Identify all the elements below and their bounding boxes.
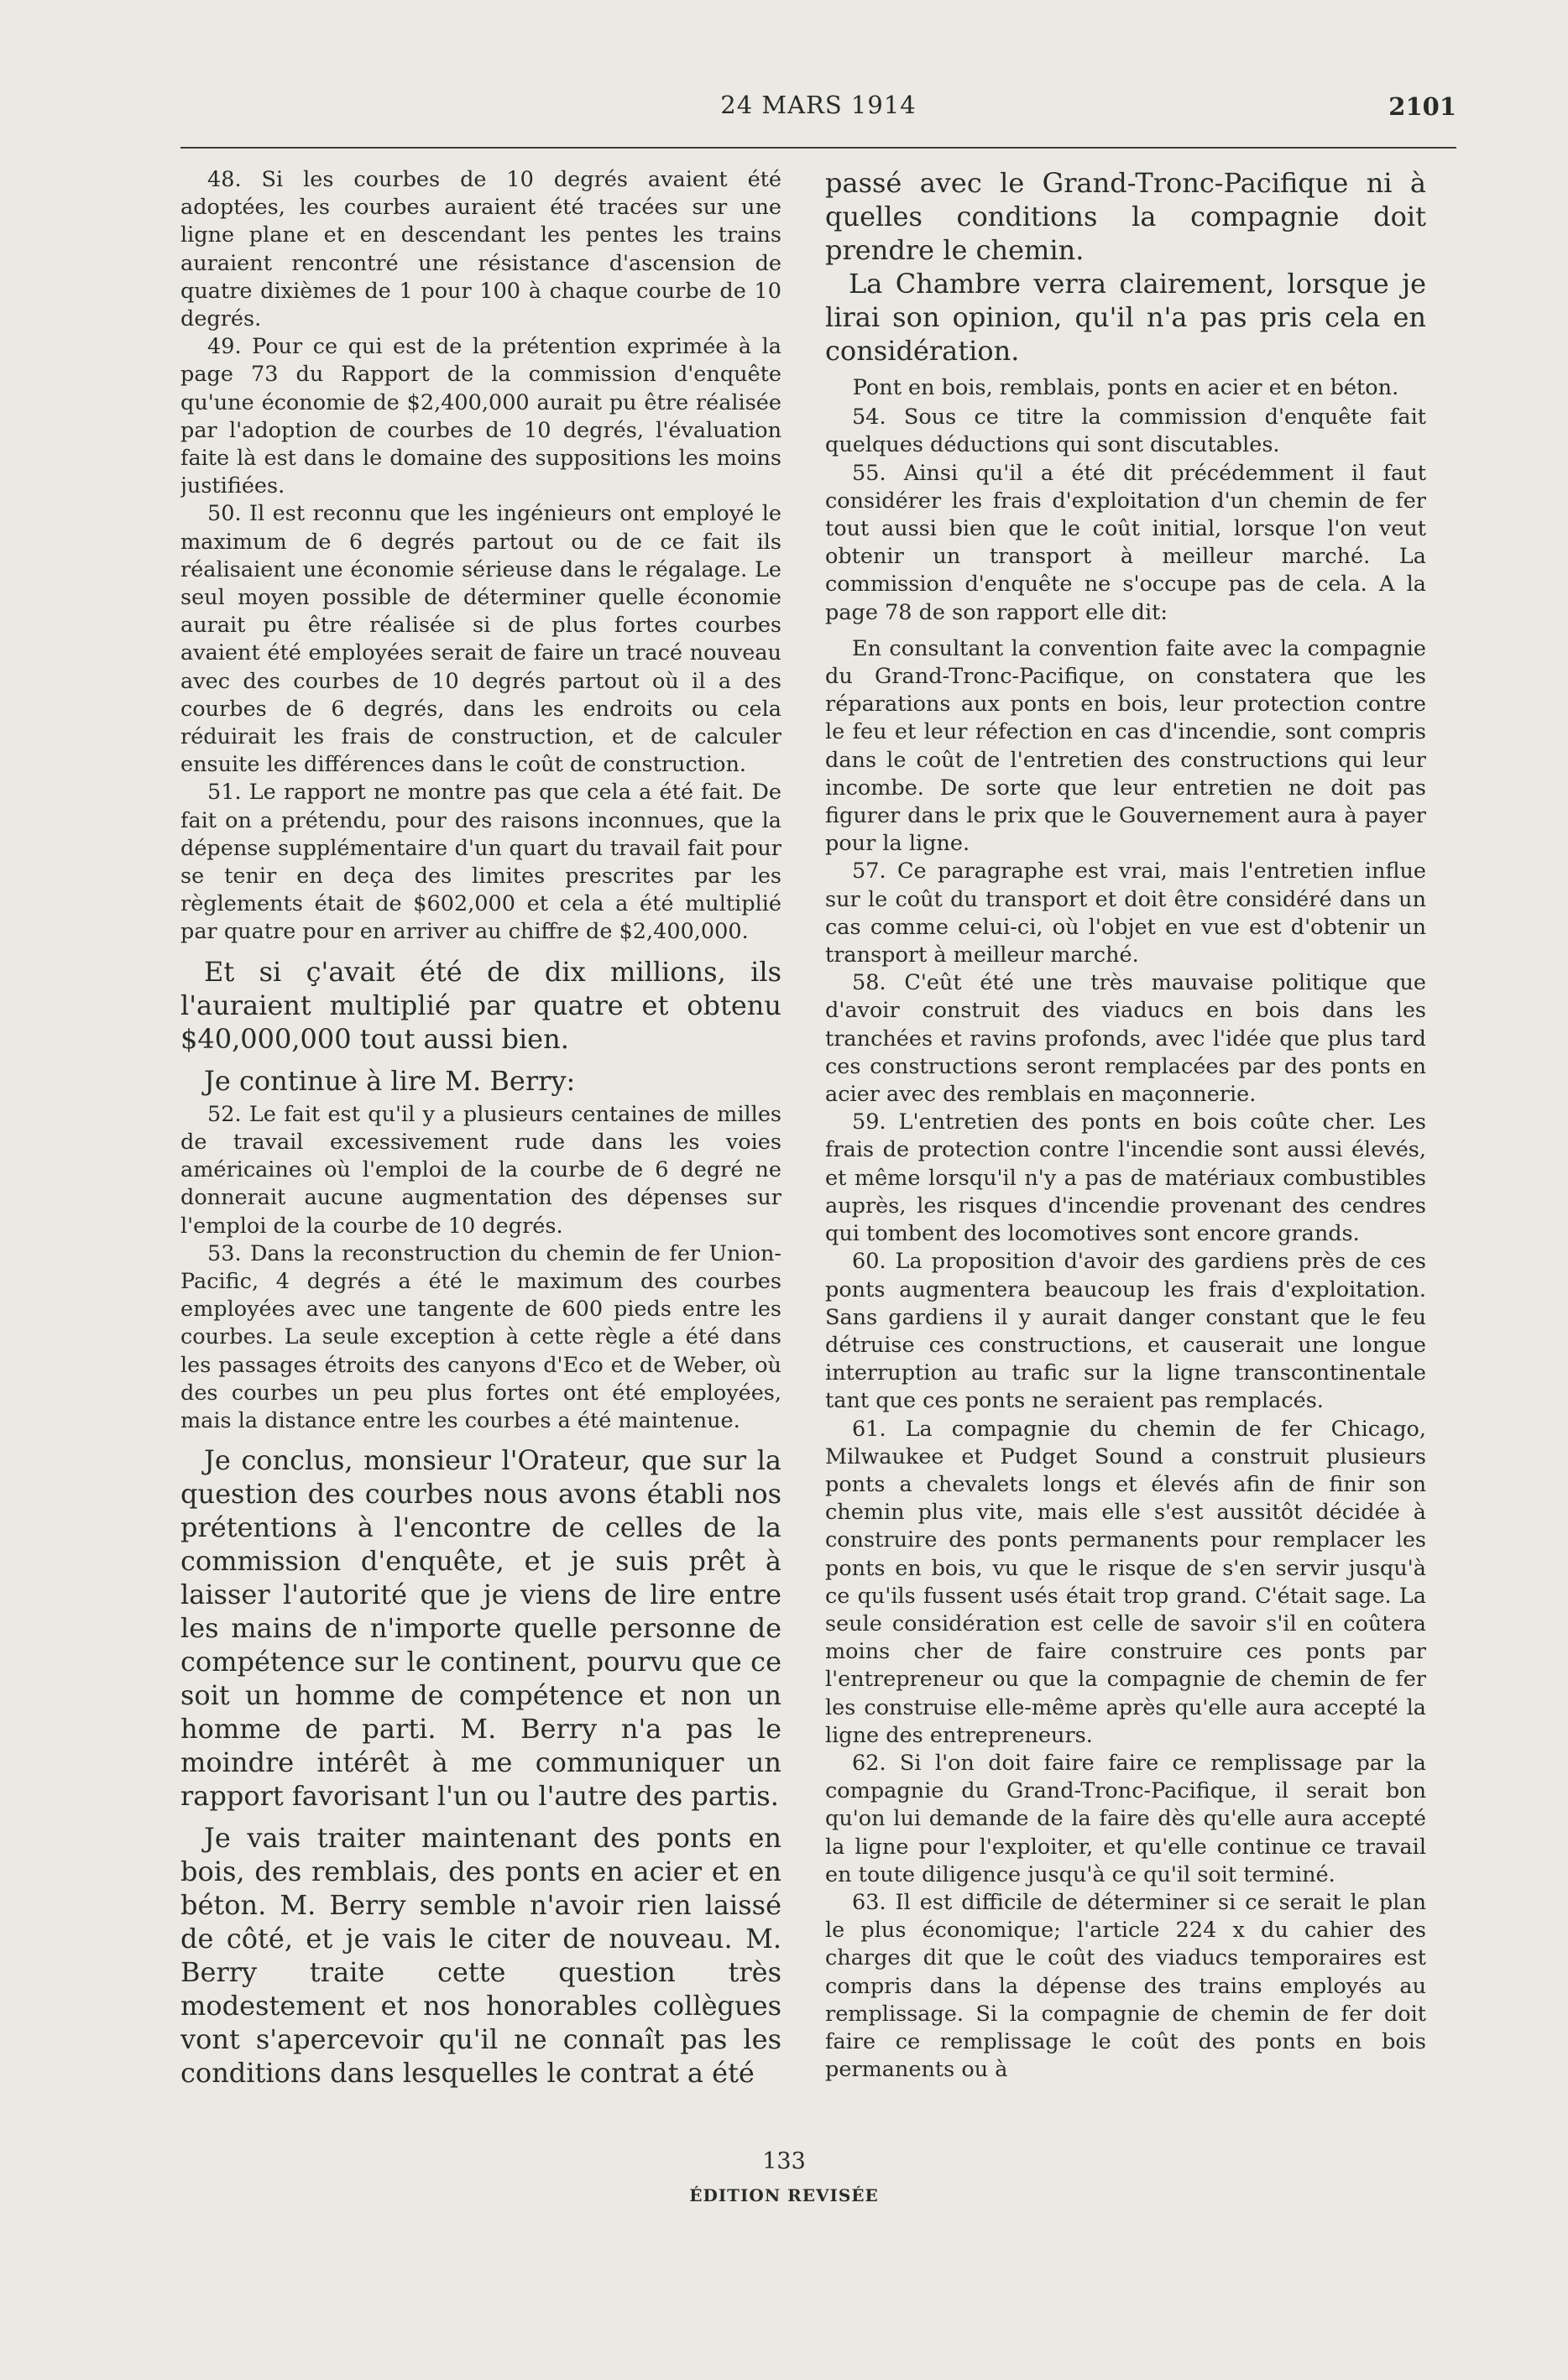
right-column-paragraph: 54. Sous ce titre la commission d'enquête fait quelques déductions qui sont discutables. — [825, 404, 1426, 458]
footer-edition: ÉDITION REVISÉE — [689, 2185, 879, 2205]
right-column-paragraph: 63. Il est difficile de déterminer si ce serait le plan le plus économique; l'article 224 x du cahier des charges dit que le coût des viaducs temporaires est compris dans la dépense des trains employés au remplissage. Si la compagnie de chemin de fer doit faire ce remplissage le coût des ponts en bois permanents ou à — [825, 1889, 1426, 2083]
right-column-paragraph: 55. Ainsi qu'il a été dit précédemment il faut considérer les frais d'exploitation d'un chemin de fer tout aussi bien que le coût initial, lorsque l'on veut obtenir un transport à meilleur marché. La commission d'enquête ne s'occupe pas de cela. A la page 78 de son rapport elle dit: — [825, 460, 1426, 625]
left-column-paragraph: 51. Le rapport ne montre pas que cela a été fait. De fait on a prétendu, pour des raisons inconnues, que la dépense supplémentaire d'un quart du travail fait pour se tenir en deça des limites prescrites par les règlements était de $602,000 et cela a été multiplié par quatre pour en arriver au chiffre de $2,400,000. — [180, 780, 781, 945]
left-column-paragraph: 50. Il est reconnu que les ingénieurs ont employé le maximum de 6 degrés partout ou de ce fait ils réalisaient une économie sérieuse dans le régalage. Le seul moyen possible de déterminer quelle économie aurait pu être réalisée si de plus fortes courbes avaient été employées serait de faire un tracé nouveau avec des courbes de 10 degrés partout où il a des courbes de 6 degrés, dans les endroits ou cela réduirait les frais de construction, et de calculer ensuite les différences dans le coût de construction. — [180, 501, 781, 778]
running-header — [180, 84, 1456, 126]
left-column-paragraph: 52. Le fait est qu'il y a plusieurs centaines de milles de travail excessivement rude dans les voies américaines où l'emploi de la courbe de 6 degré ne donnerait aucune augmentation des dépenses sur l'emploi de la courbe de 10 degrés. — [180, 1101, 781, 1239]
right-column-paragraph: En consultant la convention faite avec la compagnie du Grand-Tronc-Pacifique, on constatera que les réparations aux ponts en bois, leur protection contre le feu et leur réfection en cas d'incendie, sont compris dans le coût de l'entretien des constructions qui leur incombe. De sorte que leur entretien ne doit pas figurer dans le prix que le Gouvernement aura à payer pour la ligne. — [825, 635, 1426, 857]
left-column-paragraph: 49. Pour ce qui est de la prétention exprimée à la page 73 du Rapport de la commission d'enquête qu'une économie de $2,400,000 aurait pu être réalisée par l'adoption de courbes de 10 degrés, l'évaluation faite là est dans le domaine des suppositions les moins justifiées. — [180, 334, 781, 499]
footer-folio: 133 — [762, 2148, 806, 2174]
left-column-paragraph: Je vais traiter maintenant des ponts en bois, des remblais, des ponts en acier et en béton. M. Berry semble n'avoir rien laissé de côté, et je vais le citer de nouveau. M. Berry traite cette question très modestement et nos honorables collègues vont s'apercevoir qu'il ne connaît pas les conditions dans lesquelles le contrat a été — [180, 1822, 781, 2090]
right-column-paragraph: 58. C'eût été une très mauvaise politique que d'avoir construit des viaducs en bois dans les tranchées et ravins profonds, avec l'idée que plus tard ces constructions seront remplacées par des ponts en acier avec des remblais en maçonnerie. — [825, 970, 1426, 1108]
right-column-paragraph: passé avec le Grand-Tronc-Pacifique ni à quelles conditions la compagnie doit prendre le chemin. — [825, 167, 1426, 266]
left-column-paragraph: Je conclus, monsieur l'Orateur, que sur la question des courbes nous avons établi nos prétentions à l'encontre de celles de la commission d'enquête, et je suis prêt à laisser l'autorité que je viens de lire entre les mains de n'importe quelle personne de compétence sur le continent, pourvu que ce soit un homme de compétence et non un homme de parti. M. Berry n'a pas le moindre intérêt à me communiquer un rapport favorisant l'un ou l'autre des partis. — [180, 1444, 781, 1813]
header-page-number: 2101 — [1388, 92, 1456, 121]
right-column-paragraph: 59. L'entretien des ponts en bois coûte cher. Les frais de protection contre l'incendie sont aussi élevés, et même lorsqu'il n'y a pas de matériaux combustibles auprès, les risques d'incendie provenant des cendres qui tombent des locomotives sont encore grands. — [825, 1109, 1426, 1247]
left-column-paragraph: 53. Dans la reconstruction du chemin de fer Union-Pacific, 4 degrés a été le maximum des courbes employées avec une tangente de 600 pieds entre les courbes. La seule exception à cette règle a été dans les passages étroits des canyons d'Eco et de Weber, où des courbes un peu plus fortes ont été employées, mais la distance entre les courbes a été maintenue. — [180, 1240, 781, 1433]
right-column-paragraph: 62. Si l'on doit faire faire ce remplissage par la compagnie du Grand-Tronc-Pacifique, il serait bon qu'on lui demande de la faire dès qu'elle aura accepté la ligne pour l'exploiter, et qu'elle continue ce travail en toute diligence jusqu'à ce qu'il soit terminé. — [825, 1750, 1426, 1887]
left-column-paragraph: 48. Si les courbes de 10 degrés avaient été adoptées, les courbes auraient été tracées sur une ligne plane et en descendant les pentes les trains auraient rencontré une résistance d'ascension de quatre dixièmes de 1 pour 100 à chaque courbe de 10 degrés. — [180, 167, 781, 332]
header-date: 24 MARS 1914 — [720, 91, 917, 119]
right-column-paragraph: Pont en bois, remblais, ponts en acier et en béton. — [852, 375, 1399, 400]
right-column-paragraph: 61. La compagnie du chemin de fer Chicago, Milwaukee et Pudget Sound a construit plusieurs ponts a chevalets longs et élevés afin de finir son chemin plus vite, mais elle s'est aussitôt décidée à construire des ponts permanents pour remplacer les ponts en bois, vu que le risque de s'en servir jusqu'à ce qu'ils fussent usés était trop grand. C'était sage. La seule considération est celle de savoir s'il en coûtera moins cher de faire construire ces ponts par l'entrepreneur ou que la compagnie de chemin de fer les construise elle-même après qu'elle aura accepté la ligne des entrepreneurs. — [825, 1416, 1426, 1748]
right-column — [825, 166, 1426, 2122]
header-rule — [180, 147, 1456, 149]
right-column-paragraph: 60. La proposition d'avoir des gardiens près de ces ponts augmentera beaucoup les frais d'exploitation. Sans gardiens il y aurait danger constant que le feu détruise ces constructions, et causerait une longue interruption au trafic sur la ligne transcontinentale tant que ces ponts ne seraient pas remplacés. — [825, 1249, 1426, 1414]
left-column — [180, 166, 781, 2122]
right-column-paragraph: 57. Ce paragraphe est vrai, mais l'entretien influe sur le coût du transport et doit être considéré dans un cas comme celui-ci, où l'objet en vue est d'obtenir un transport à meilleur marché. — [825, 859, 1426, 968]
left-column-paragraph: Je continue à lire M. Berry: — [204, 1064, 576, 1097]
right-column-paragraph: La Chambre verra clairement, lorsque je lirai son opinion, qu'il n'a pas pris cela en considération. — [825, 268, 1426, 367]
left-column-paragraph: Et si ç'avait été de dix millions, ils l'auraient multiplié par quatre et obtenu $40,000,000 tout aussi bien. — [180, 955, 781, 1055]
